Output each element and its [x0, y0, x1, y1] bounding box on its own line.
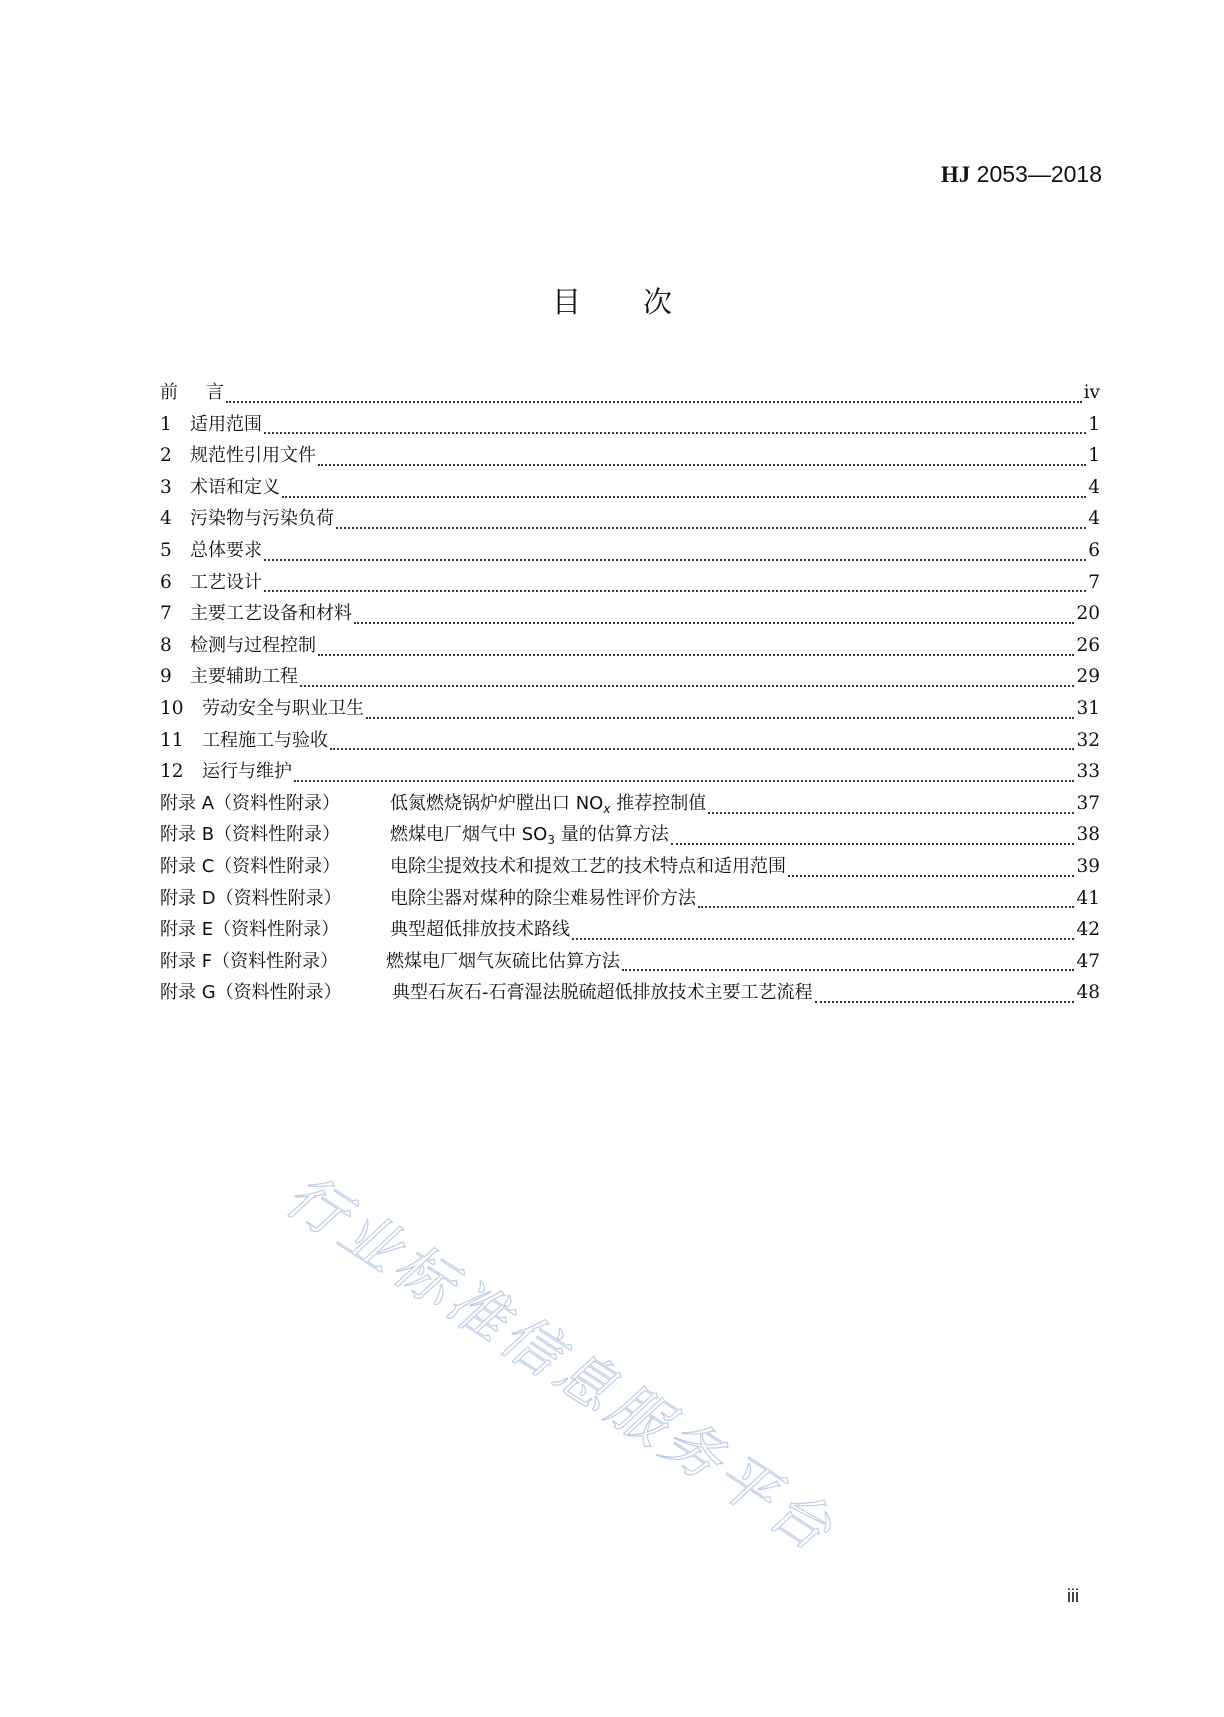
toc-entry-page: 32 — [1076, 729, 1100, 751]
toc-entry-page: 4 — [1088, 508, 1100, 530]
toc-entry-page: 42 — [1076, 919, 1100, 941]
toc-entry-title: 总体要求 — [190, 539, 262, 561]
toc-leader — [264, 590, 1086, 592]
document-code-prefix: HJ — [940, 162, 971, 187]
appendix-label: 附录 G（资料性附录） — [160, 982, 342, 1004]
document-code — [941, 161, 1102, 188]
toc-entry-page: 31 — [1076, 697, 1100, 719]
toc-entry-page: 6 — [1088, 539, 1100, 561]
toc-entry[interactable] — [160, 756, 1100, 788]
toc-entry-page: 39 — [1076, 855, 1100, 877]
toc-entry-number: 10 — [160, 697, 184, 719]
toc-entry-page: 38 — [1076, 824, 1100, 846]
toc-entry-page: iv — [1083, 382, 1100, 403]
toc-entry-number: 7 — [160, 603, 172, 625]
toc-entry[interactable] — [160, 503, 1100, 535]
toc-entry-number: 4 — [160, 508, 172, 530]
toc-leader — [300, 685, 1074, 687]
appendix-title: 电除尘提效技术和提效工艺的技术特点和适用范围 — [390, 855, 786, 877]
toc-entry-number: 8 — [160, 634, 172, 656]
toc-leader — [282, 496, 1086, 498]
toc-leader — [815, 1001, 1075, 1003]
table-of-contents — [160, 377, 1100, 1009]
toc-entry-title: 工程施工与验收 — [202, 729, 328, 751]
document-code-number: 2053—2018 — [976, 161, 1102, 187]
toc-entry-number: 9 — [160, 666, 172, 688]
toc-entry-number: 6 — [160, 571, 172, 593]
toc-appendix-entry[interactable] — [160, 819, 1100, 851]
toc-entry-number: 11 — [160, 729, 184, 751]
toc-leader — [366, 717, 1074, 719]
toc-entry-page: 26 — [1076, 634, 1100, 656]
toc-leader — [264, 559, 1086, 561]
toc-entry-number: 3 — [160, 476, 172, 498]
appendix-label: 附录 E（资料性附录） — [160, 919, 340, 941]
toc-entry[interactable] — [160, 693, 1100, 725]
toc-entry-page: 33 — [1076, 761, 1100, 783]
toc-entry-page: 20 — [1076, 603, 1100, 625]
toc-entry-page: 1 — [1088, 413, 1100, 435]
toc-entry[interactable] — [160, 409, 1100, 441]
toc-leader — [336, 527, 1086, 529]
toc-leader — [330, 748, 1074, 750]
toc-entry-page: 1 — [1088, 445, 1100, 467]
toc-entry-title: 主要辅助工程 — [190, 666, 298, 688]
toc-leader — [698, 906, 1074, 908]
toc-leader — [788, 875, 1074, 877]
page-title-char-1: 目 — [551, 285, 581, 319]
toc-entry-page: 37 — [1076, 792, 1100, 814]
toc-appendix-entry[interactable] — [160, 851, 1100, 883]
toc-leader — [318, 464, 1086, 466]
toc-entry-title: 运行与维护 — [202, 761, 292, 783]
appendix-title: 低氮燃烧锅炉炉膛出口 $NO_x$ 推荐控制值 — [390, 792, 707, 816]
appendix-title: 燃煤电厂烟气灰硫比估算方法 — [386, 950, 620, 972]
toc-entry-title: 术语和定义 — [190, 476, 280, 498]
toc-leader — [671, 843, 1075, 845]
toc-leader — [294, 780, 1074, 782]
toc-leader — [708, 812, 1074, 814]
toc-entry-number: 1 — [160, 413, 172, 435]
toc-entry[interactable] — [160, 472, 1100, 504]
toc-entry-title: 适用范围 — [190, 413, 262, 435]
toc-entry-title: 言 — [206, 382, 224, 403]
appendix-label: 附录 A（资料性附录） — [160, 792, 341, 814]
toc-leader — [264, 432, 1086, 434]
toc-entry-page: 4 — [1088, 476, 1100, 498]
appendix-label: 附录 C（资料性附录） — [160, 855, 341, 877]
appendix-title: 典型石灰石-石膏湿法脱硫超低排放技术主要工艺流程 — [392, 982, 813, 1004]
toc-entry-page: 47 — [1076, 950, 1100, 972]
toc-appendix-entry[interactable] — [160, 788, 1100, 820]
toc-entry-number: 12 — [160, 761, 184, 783]
toc-appendix-entry[interactable] — [160, 946, 1100, 978]
watermark: 行业标准信息服务平台 — [273, 1160, 848, 1567]
appendix-title: 燃煤电厂烟气中 $SO_3$ 量的估算方法 — [390, 824, 669, 848]
toc-leader — [622, 969, 1074, 971]
toc-entry-page: 48 — [1076, 982, 1100, 1004]
toc-entry-title: 污染物与污染负荷 — [190, 508, 334, 530]
toc-entry-number: 5 — [160, 539, 172, 561]
toc-leader — [226, 401, 1082, 403]
toc-leader — [572, 938, 1074, 940]
toc-entry-page: 41 — [1076, 887, 1100, 909]
toc-entry-title: 主要工艺设备和材料 — [190, 603, 352, 625]
appendix-label: 附录 F（资料性附录） — [160, 950, 339, 972]
toc-entry[interactable] — [160, 535, 1100, 567]
toc-entry-preface[interactable] — [160, 377, 1100, 409]
toc-entry[interactable] — [160, 661, 1100, 693]
appendix-label: 附录 B（资料性附录） — [160, 824, 341, 846]
page-title — [0, 280, 1224, 321]
toc-entry[interactable] — [160, 567, 1100, 599]
toc-entry[interactable] — [160, 598, 1100, 630]
page-title-char-2: 次 — [643, 285, 673, 319]
toc-appendix-entry[interactable] — [160, 914, 1100, 946]
page-number: iii — [1067, 1586, 1079, 1606]
toc-entry-title: 劳动安全与职业卫生 — [202, 697, 364, 719]
toc-entry-number: 前 — [160, 382, 178, 403]
toc-appendix-entry[interactable] — [160, 883, 1100, 915]
toc-entry-page: 7 — [1088, 571, 1100, 593]
toc-entry-page: 29 — [1076, 666, 1100, 688]
toc-entry[interactable] — [160, 725, 1100, 757]
toc-entry-title: 检测与过程控制 — [190, 634, 316, 656]
appendix-title: 电除尘器对煤种的除尘难易性评价方法 — [390, 887, 696, 909]
toc-leader — [354, 622, 1074, 624]
toc-leader — [318, 654, 1074, 656]
toc-entry[interactable] — [160, 440, 1100, 472]
appendix-label: 附录 D（资料性附录） — [160, 887, 342, 909]
toc-appendix-entry[interactable] — [160, 977, 1100, 1009]
toc-entry-title: 工艺设计 — [190, 571, 262, 593]
toc-entry-title: 规范性引用文件 — [190, 445, 316, 467]
toc-entry-number: 2 — [160, 445, 172, 467]
appendix-title: 典型超低排放技术路线 — [390, 919, 570, 941]
toc-entry[interactable] — [160, 630, 1100, 662]
